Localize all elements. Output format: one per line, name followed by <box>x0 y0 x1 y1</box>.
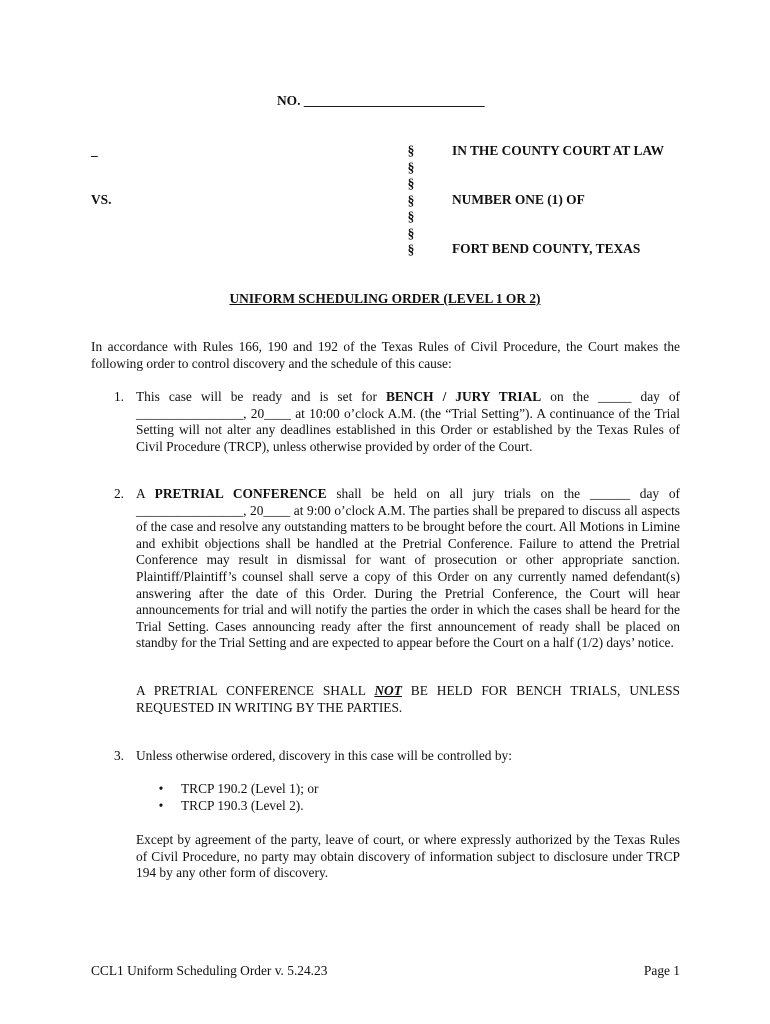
section-mark: § <box>407 209 415 224</box>
item-number: 1. <box>113 389 124 404</box>
item-text: on the _____ day of ________________, 20____ at 10:00 o’clock A.M. (the “Trial Setting”). A continuance of the Trial Setting will not alter any deadlines established in this Order or established by the Texas Rules of Civil Procedure (TRCP), unless otherwise provided by order of the Court. <box>136 389 681 454</box>
party-name-blank: _ <box>91 143 98 158</box>
section-mark: § <box>407 143 415 158</box>
list-item-text: TRCP 190.3 (Level 2). <box>181 797 304 813</box>
item-number: 2. <box>113 486 124 501</box>
notice-text: A PRETRIAL CONFERENCE SHALL <box>136 683 375 698</box>
list-item-text: TRCP 190.2 (Level 1); or <box>181 781 319 796</box>
section-mark: § <box>407 176 415 191</box>
item-text: This case will be ready and is set for <box>136 389 386 404</box>
notice-text: BE HELD FOR BENCH TRIALS, UNLESS REQUESTED IN WRITING BY THE PARTIES. <box>136 683 680 715</box>
bullet-icon: • <box>158 781 164 796</box>
court-name-line-3: FORT BEND COUNTY, TEXAS <box>452 241 641 256</box>
item-number: 3. <box>113 748 124 763</box>
discovery-limitation-paragraph: Except by agreement of the party, leave of court, or where expressly authorized by the Texas Rules of Civil Procedure, no party may obtain discovery of information subject to disclosure under TRCP 194 by any other form of discovery. <box>136 832 680 881</box>
court-name-line-2: NUMBER ONE (1) OF <box>452 192 585 207</box>
notice-emphasis: NOT <box>374 683 402 698</box>
section-mark: § <box>407 159 415 175</box>
list-item <box>156 798 318 815</box>
item-1-trial-setting <box>136 389 680 455</box>
footer-document-version: CCL1 Uniform Scheduling Order v. 5.24.23 <box>91 963 328 978</box>
section-mark: § <box>407 192 415 208</box>
document-title: UNIFORM SCHEDULING ORDER (LEVEL 1 OR 2) <box>229 291 541 306</box>
item-emphasis: PRETRIAL CONFERENCE <box>154 486 327 501</box>
item-2-pretrial-conference <box>136 486 680 652</box>
page-number: Page 1 <box>643 963 680 978</box>
section-mark: § <box>407 242 415 257</box>
intro-paragraph: In accordance with Rules 166, 190 and 192 of the Texas Rules of Civil Procedure, the Court makes the following order to control discovery and the schedule of this cause: <box>91 339 680 371</box>
list-item <box>156 781 318 798</box>
item-text: shall be held on all jury trials on the ______ day of ________________, 20____ at 9:00 o’clock A.M. The parties shall be prepared to discuss all aspects of the case and resolve any outstanding matters to be brought before the court. All Motions in Limine and exhibit objections shall be handled at the Pretrial Conference. Failure to attend the Pretrial Conference may result in dismissal for want of prosecution or other appropriate sanction. Plaintiff/Plaintiff’s counsel shall serve a copy of this Order on any currently named defendant(s) answering after the date of this Order. During the Pretrial Conference, the Court will hear announcements for trial and will notify the parties the order in which the cases shall be heard for the Trial Setting. Cases announcing ready after the first announcement of ready shall be placed on standby for the Trial Setting and are expected to appear before the Court on a half (1/2) days’ notice. <box>136 486 680 651</box>
item-3-discovery-control: Unless otherwise ordered, discovery in this case will be controlled by: <box>136 748 512 763</box>
section-mark: § <box>407 225 415 241</box>
versus-label: VS. <box>91 192 112 207</box>
court-name-line-1: IN THE COUNTY COURT AT LAW <box>452 143 664 158</box>
discovery-level-list <box>156 781 318 814</box>
bench-trial-notice <box>136 683 680 716</box>
bullet-icon: • <box>158 797 164 813</box>
item-text: A <box>136 486 155 501</box>
item-emphasis: BENCH / JURY TRIAL <box>385 389 542 404</box>
case-number-line: NO. ___________________________ <box>277 93 485 108</box>
